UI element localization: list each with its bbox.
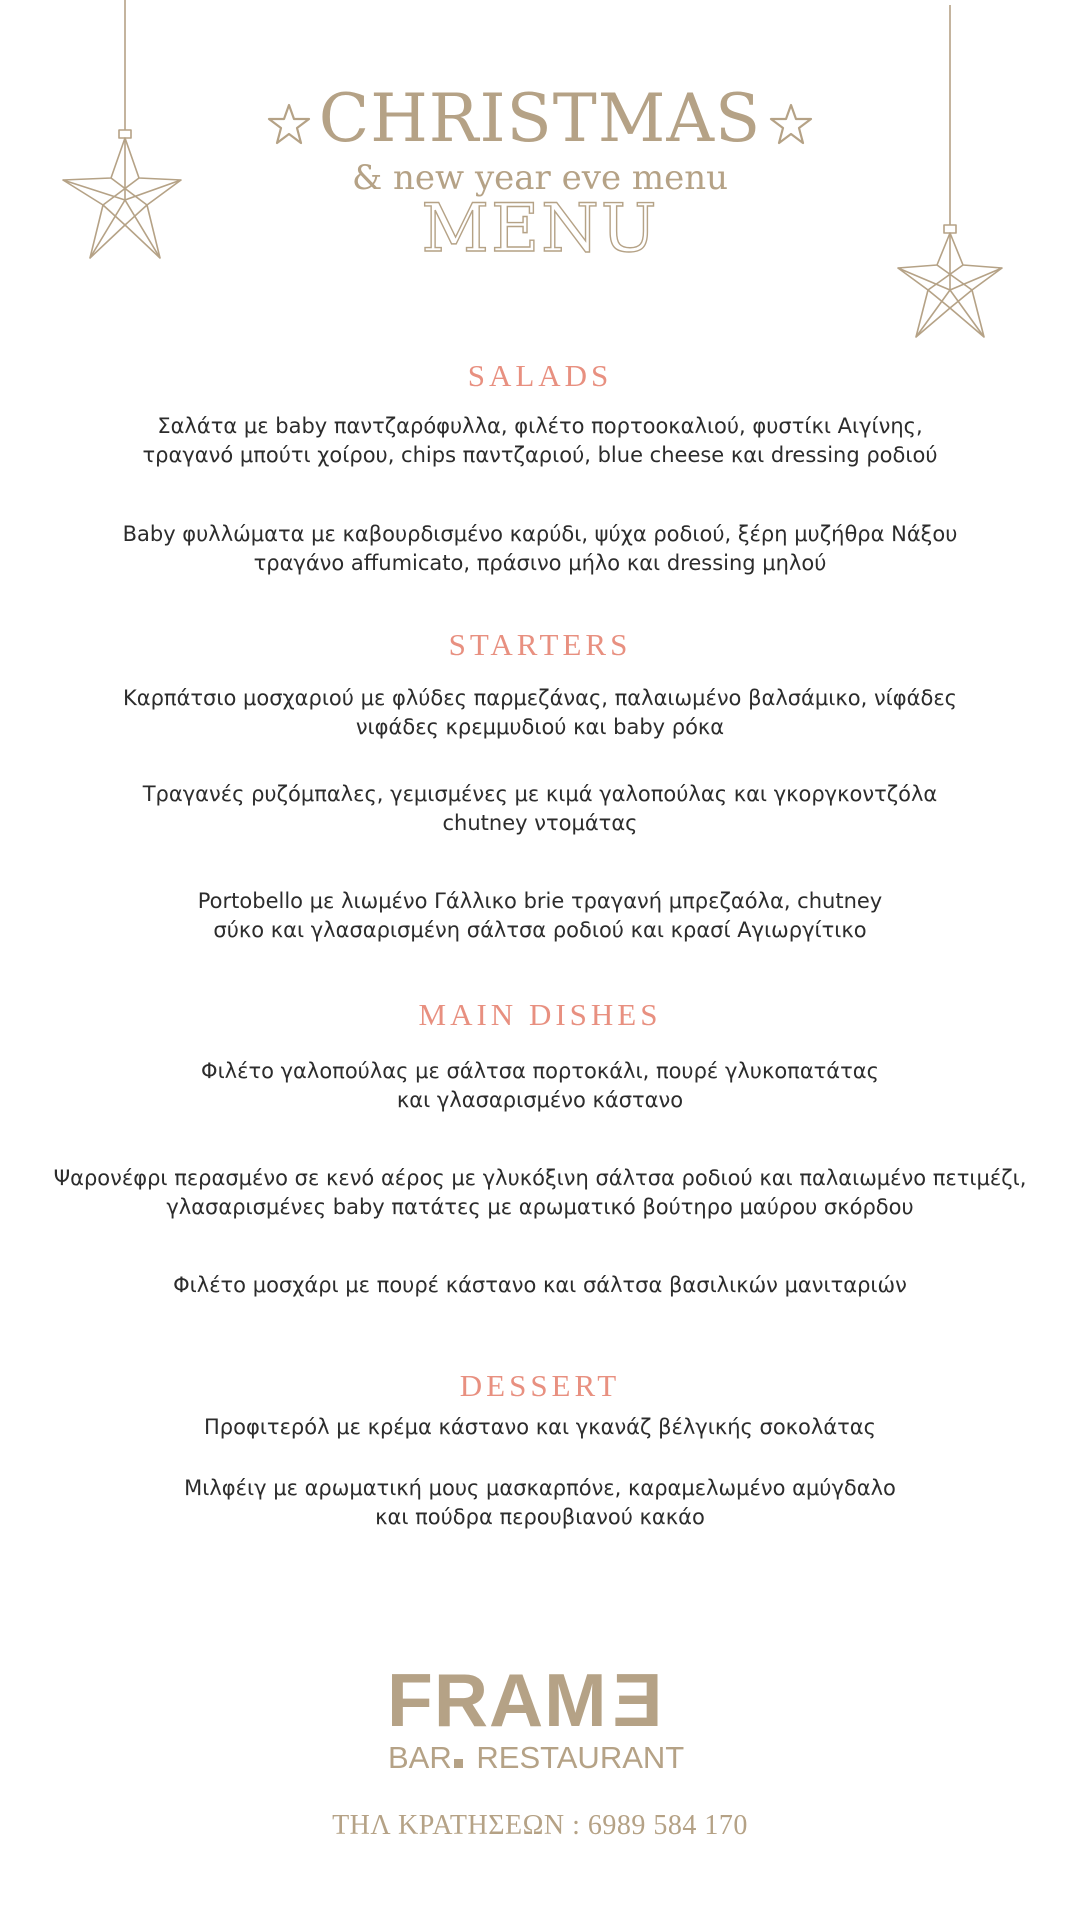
logo-wordmark-e: E bbox=[611, 1658, 663, 1742]
menu-item-line: Καρπάτσιο μοσχαριού με φλύδες παρμεζάνας, παλαιωμένο βαλσάμικο, νίφάδες bbox=[122, 686, 957, 710]
menu-item-line: τραγανό μπούτι χοίρου, chips παντζαριού, blue cheese και dressing ροδιού bbox=[142, 443, 938, 467]
menu-item-line: Baby φυλλώματα με καβουρδισμένο καρύδι, ψύχα ροδιού, ξέρη μυζήθρα Νάξου bbox=[122, 522, 958, 546]
menu-item bbox=[30, 1474, 1050, 1532]
logo-wordmark-text: FRAM bbox=[387, 1658, 608, 1742]
section-title-dessert: DESSERT bbox=[459, 1368, 621, 1403]
menu-subtitle: & new year eve menu bbox=[351, 158, 729, 198]
menu-item bbox=[30, 1271, 1050, 1300]
section-title-salads: SALADS bbox=[467, 358, 613, 393]
logo-dot-icon bbox=[454, 1759, 463, 1768]
menu-item-line: Σαλάτα με baby παντζαρόφυλλα, φιλέτο πορτοοκαλιού, φυστίκι Αιγίνης, bbox=[157, 414, 923, 438]
logo-wordmark bbox=[387, 1660, 666, 1740]
menu-item-line: Τραγανές ρυζόμπαλες, γεμισμένες με κιμά γαλοπούλας και γκοργκοντζόλα bbox=[142, 782, 938, 806]
frame-logo bbox=[360, 1660, 730, 1775]
section-title-main-dishes: MAIN DISHES bbox=[418, 997, 662, 1032]
menu-title-text: CHRISTMAS bbox=[318, 80, 762, 157]
menu-word: MENU bbox=[421, 190, 659, 267]
menu-item-line: και γλασαρισμένο κάστανο bbox=[396, 1088, 684, 1112]
logo-subtitle bbox=[388, 1740, 684, 1776]
section-title-starters: STARTERS bbox=[448, 627, 632, 662]
menu-item-line: γλασαρισμένες baby πατάτες με αρωματικό βούτηρο μαύρου σκόρδου bbox=[166, 1195, 914, 1219]
menu-item-line: Φιλέτο μοσχάρι με πουρέ κάστανο και σάλτσα βασιλικών μανιταριών bbox=[173, 1273, 907, 1297]
logo-restaurant-text: RESTAURANT bbox=[476, 1740, 685, 1775]
star-icon bbox=[267, 102, 311, 146]
menu-item-line: Φιλέτο γαλοπούλας με σάλτσα πορτοκάλι, πουρέ γλυκοπατάτας bbox=[201, 1059, 879, 1083]
menu-item bbox=[30, 1057, 1050, 1115]
menu-item-line: Portobello με λιωμένο Γάλλικο brie τραγανή μπρεζαόλα, chutney bbox=[197, 889, 883, 913]
star-icon bbox=[769, 102, 813, 146]
reservation-phone: ΤΗΛ ΚΡΑΤΗΣΕΩΝ : 6989 584 170 bbox=[332, 1810, 748, 1841]
menu-item-line: Ψαρονέφρι περασμένο σε κενό αέρος με γλυκόξινη σάλτσα ροδιού και παλαιωμένο πετιμέζι, bbox=[53, 1166, 1027, 1190]
menu-item-line: τραγάνο affumicato, πράσινο μήλο και dressing μηλού bbox=[253, 551, 827, 575]
menu-item-line: και πούδρα περουβιανού κακάο bbox=[375, 1505, 705, 1529]
menu-item-line: νιφάδες κρεμμυδιού και baby ρόκα bbox=[355, 715, 725, 739]
menu-item bbox=[30, 520, 1050, 578]
menu-item bbox=[30, 1413, 1050, 1442]
menu-item bbox=[30, 684, 1050, 742]
menu-item bbox=[30, 1164, 1050, 1222]
menu-item bbox=[30, 780, 1050, 838]
logo-bar-text: BAR bbox=[388, 1740, 452, 1775]
menu-item-line: Προφιτερόλ με κρέμα κάστανο και γκανάζ βέλγικής σοκολάτας bbox=[204, 1415, 876, 1439]
menu-title bbox=[0, 80, 1080, 157]
menu-item bbox=[30, 412, 1050, 470]
menu-item-line: chutney ντομάτας bbox=[442, 811, 638, 835]
menu-item-line: σύκο και γλασαρισμένη σάλτσα ροδιού και κρασί Αγιωργίτικο bbox=[213, 918, 867, 942]
menu-item-line: Μιλφέιγ με αρωματική μους μασκαρπόνε, καραμελωμένο αμύγδαλο bbox=[184, 1476, 896, 1500]
menu-item bbox=[30, 887, 1050, 945]
